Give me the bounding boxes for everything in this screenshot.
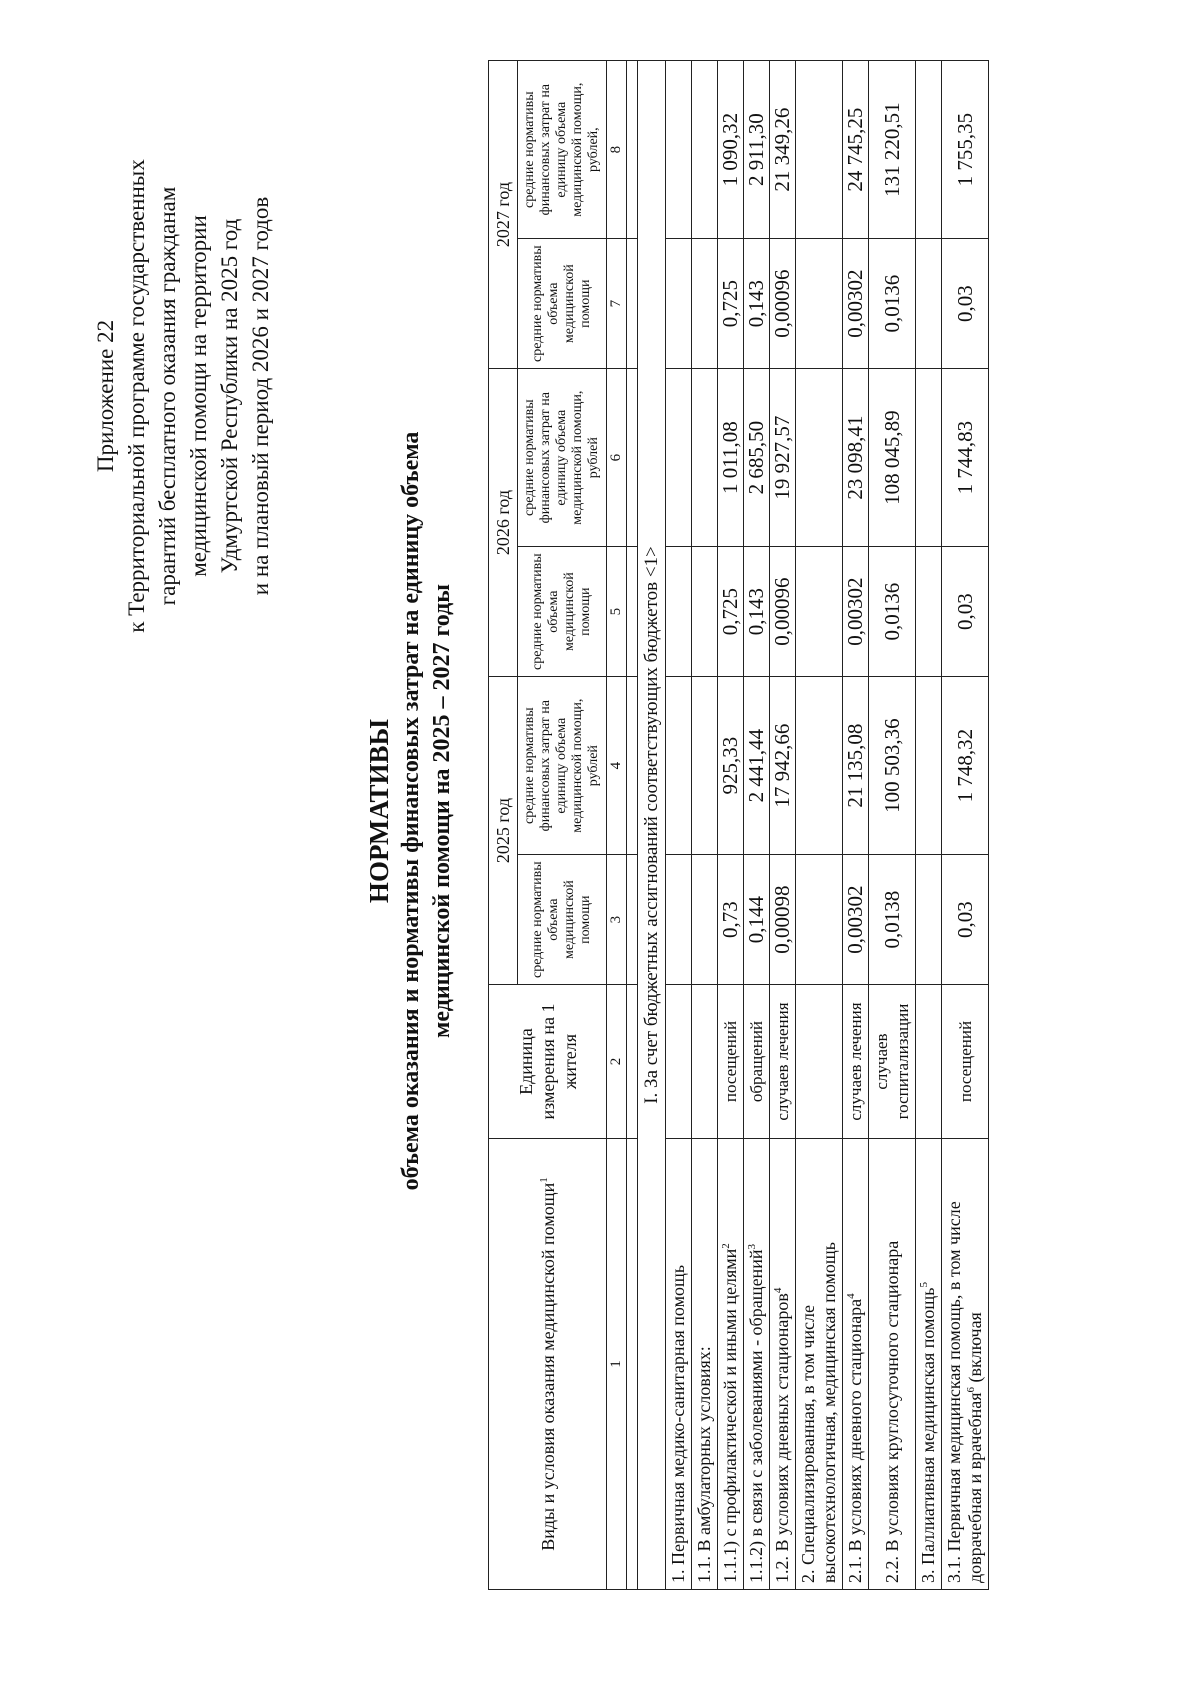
table-row bbox=[916, 61, 942, 1590]
section-row bbox=[638, 61, 666, 1590]
table-row bbox=[942, 61, 989, 1590]
cell-volume-2027 bbox=[666, 239, 692, 369]
cell-volume-2026: 0,00302 bbox=[843, 547, 869, 677]
cell-cost-2025: 2 441,44 bbox=[744, 677, 770, 855]
cell-volume-2026: 0,0136 bbox=[869, 547, 916, 677]
row-label: 2.1. В условиях дневного стационара$^4$ bbox=[843, 1139, 869, 1590]
cell-volume-2026: 0,00096 bbox=[770, 547, 796, 677]
cell-cost-2027: 24 745,25 bbox=[843, 61, 869, 239]
cell-volume-2027 bbox=[916, 239, 942, 369]
cell-volume-2027: 0,0136 bbox=[869, 239, 916, 369]
cell-cost-2025 bbox=[666, 677, 692, 855]
cell-cost-2025: 100 503,36 bbox=[869, 677, 916, 855]
cell-volume-2027 bbox=[692, 239, 718, 369]
row-unit: посещений bbox=[942, 985, 989, 1139]
appendix-note bbox=[90, 116, 276, 676]
cell-cost-2027 bbox=[692, 61, 718, 239]
row-unit bbox=[666, 985, 692, 1139]
cell-volume-2026: 0,725 bbox=[718, 547, 744, 677]
cell-cost-2025 bbox=[692, 677, 718, 855]
cell-cost-2026: 108 045,89 bbox=[869, 369, 916, 547]
row-label: 1.1.1) с профилактической и иными целями$^2$ bbox=[718, 1139, 744, 1590]
table-row bbox=[718, 61, 744, 1590]
cell-volume-2025: 0,00302 bbox=[843, 855, 869, 985]
cell-volume-2026 bbox=[916, 547, 942, 677]
cell-volume-2027: 0,00302 bbox=[843, 239, 869, 369]
appendix-line: к Территориальной программе государственных bbox=[124, 159, 149, 633]
header-year-2026: 2026 год bbox=[489, 369, 518, 677]
row-unit: посещений bbox=[718, 985, 744, 1139]
row-unit: обращений bbox=[744, 985, 770, 1139]
cell-cost-2027: 131 220,51 bbox=[869, 61, 916, 239]
cell-volume-2027 bbox=[796, 239, 843, 369]
norms-table bbox=[488, 60, 989, 1590]
table-row bbox=[666, 61, 692, 1590]
table-row bbox=[796, 61, 843, 1590]
column-number-row bbox=[607, 61, 627, 1590]
table-row bbox=[770, 61, 796, 1590]
title-main: НОРМАТИВЫ bbox=[364, 718, 394, 904]
row-unit: случаев лечения bbox=[843, 985, 869, 1139]
appendix-line: и на плановый период 2026 и 2027 годов bbox=[248, 196, 273, 596]
cell-volume-2026 bbox=[692, 547, 718, 677]
table-row bbox=[843, 61, 869, 1590]
cell-volume-2026 bbox=[666, 547, 692, 677]
cell-cost-2025: 925,33 bbox=[718, 677, 744, 855]
table-row bbox=[744, 61, 770, 1590]
cell-volume-2025 bbox=[916, 855, 942, 985]
header-unit: Единица измерения на 1 жителя bbox=[489, 985, 607, 1139]
column-number: 8 bbox=[607, 61, 627, 239]
cell-cost-2027: 2 911,30 bbox=[744, 61, 770, 239]
header-cost-2027: средние нормативы финансовых затрат на единицу объема медицинской помощи, рублей, bbox=[518, 61, 607, 239]
title-subtitle-line-1: объема оказания и нормативы финансовых затрат на единицу объема bbox=[398, 431, 424, 1191]
header-row-years bbox=[489, 61, 518, 1590]
row-unit bbox=[796, 985, 843, 1139]
cell-cost-2026 bbox=[666, 369, 692, 547]
cell-cost-2027: 1 755,35 bbox=[942, 61, 989, 239]
cell-cost-2026: 19 927,57 bbox=[770, 369, 796, 547]
header-volume-2027: средние нормативы объема медицинской помощи bbox=[518, 239, 607, 369]
cell-volume-2026: 0,03 bbox=[942, 547, 989, 677]
appendix-line: медицинской помощи на территории bbox=[186, 215, 211, 577]
cell-volume-2027: 0,03 bbox=[942, 239, 989, 369]
cell-volume-2025: 0,00098 bbox=[770, 855, 796, 985]
header-care-types: Виды и условия оказания медицинской помощи$^1$ bbox=[489, 1139, 607, 1590]
header-volume-2026: средние нормативы объема медицинской помощи bbox=[518, 547, 607, 677]
column-number: 2 bbox=[607, 985, 627, 1139]
cell-volume-2027: 0,725 bbox=[718, 239, 744, 369]
column-number: 7 bbox=[607, 239, 627, 369]
row-unit: случаев госпитализации bbox=[869, 985, 916, 1139]
row-label: 1. Первичная медико-санитарная помощь bbox=[666, 1139, 692, 1590]
header-cost-2026: средние нормативы финансовых затрат на единицу объема медицинской помощи, рублей bbox=[518, 369, 607, 547]
cell-cost-2026 bbox=[692, 369, 718, 547]
row-label: 3.1. Первичная медицинская помощь, в том числе доврачебная и врачебная$^6$ (включая bbox=[942, 1139, 989, 1590]
document-title bbox=[362, 236, 458, 1386]
table-row bbox=[869, 61, 916, 1590]
appendix-line: гарантий бесплатного оказания гражданам bbox=[155, 186, 180, 606]
cell-volume-2027: 0,00096 bbox=[770, 239, 796, 369]
row-unit: случаев лечения bbox=[770, 985, 796, 1139]
cell-cost-2026: 1 744,83 bbox=[942, 369, 989, 547]
column-number: 4 bbox=[607, 677, 627, 855]
column-number: 6 bbox=[607, 369, 627, 547]
section-title: I. За счет бюджетных ассигнований соответствующих бюджетов <1> bbox=[638, 61, 666, 1590]
row-label: 1.1. В амбулаторных условиях: bbox=[692, 1139, 718, 1590]
cell-volume-2026: 0,143 bbox=[744, 547, 770, 677]
column-number: 3 bbox=[607, 855, 627, 985]
column-number: 5 bbox=[607, 547, 627, 677]
column-number: 1 bbox=[607, 1139, 627, 1590]
table-row bbox=[692, 61, 718, 1590]
cell-cost-2025 bbox=[796, 677, 843, 855]
cell-volume-2026 bbox=[796, 547, 843, 677]
cell-volume-2025 bbox=[796, 855, 843, 985]
header-year-2025: 2025 год bbox=[489, 677, 518, 985]
row-label: 2.2. В условиях круглосуточного стационара bbox=[869, 1139, 916, 1590]
header-volume-2025: средние нормативы объема медицинской помощи bbox=[518, 855, 607, 985]
cell-cost-2026 bbox=[916, 369, 942, 547]
cell-volume-2025 bbox=[692, 855, 718, 985]
cell-cost-2027: 1 090,32 bbox=[718, 61, 744, 239]
cell-cost-2027: 21 349,26 bbox=[770, 61, 796, 239]
cell-cost-2025 bbox=[916, 677, 942, 855]
cell-volume-2025: 0,144 bbox=[744, 855, 770, 985]
spacer-row bbox=[627, 61, 638, 1590]
appendix-line: Приложение 22 bbox=[93, 319, 118, 473]
cell-cost-2026 bbox=[796, 369, 843, 547]
cell-cost-2026: 2 685,50 bbox=[744, 369, 770, 547]
cell-cost-2026: 23 098,41 bbox=[843, 369, 869, 547]
cell-cost-2027 bbox=[796, 61, 843, 239]
cell-cost-2027 bbox=[666, 61, 692, 239]
header-year-2027: 2027 год bbox=[489, 61, 518, 369]
cell-volume-2025: 0,73 bbox=[718, 855, 744, 985]
cell-volume-2025: 0,0138 bbox=[869, 855, 916, 985]
cell-volume-2025 bbox=[666, 855, 692, 985]
cell-cost-2025: 17 942,66 bbox=[770, 677, 796, 855]
row-unit bbox=[916, 985, 942, 1139]
title-subtitle-line-2: медицинской помощи на 2025 – 2027 годы bbox=[429, 584, 455, 1038]
row-label: 2. Специализированная, в том числе высокотехнологичная, медицинская помощь bbox=[796, 1139, 843, 1590]
cell-volume-2025: 0,03 bbox=[942, 855, 989, 985]
cell-volume-2027: 0,143 bbox=[744, 239, 770, 369]
cell-cost-2027 bbox=[916, 61, 942, 239]
appendix-line: Удмуртской Республики на 2025 год bbox=[217, 218, 242, 574]
cell-cost-2026: 1 011,08 bbox=[718, 369, 744, 547]
row-label: 3. Паллиативная медицинская помощь$^5$ bbox=[916, 1139, 942, 1590]
cell-cost-2025: 1 748,32 bbox=[942, 677, 989, 855]
row-label: 1.1.2) в связи с заболеваниями - обращений$^3$ bbox=[744, 1139, 770, 1590]
cell-cost-2025: 21 135,08 bbox=[843, 677, 869, 855]
row-label: 1.2. В условиях дневных стационаров$^4$ bbox=[770, 1139, 796, 1590]
row-unit bbox=[692, 985, 718, 1139]
header-cost-2025: средние нормативы финансовых затрат на единицу объема медицинской помощи, рублей bbox=[518, 677, 607, 855]
